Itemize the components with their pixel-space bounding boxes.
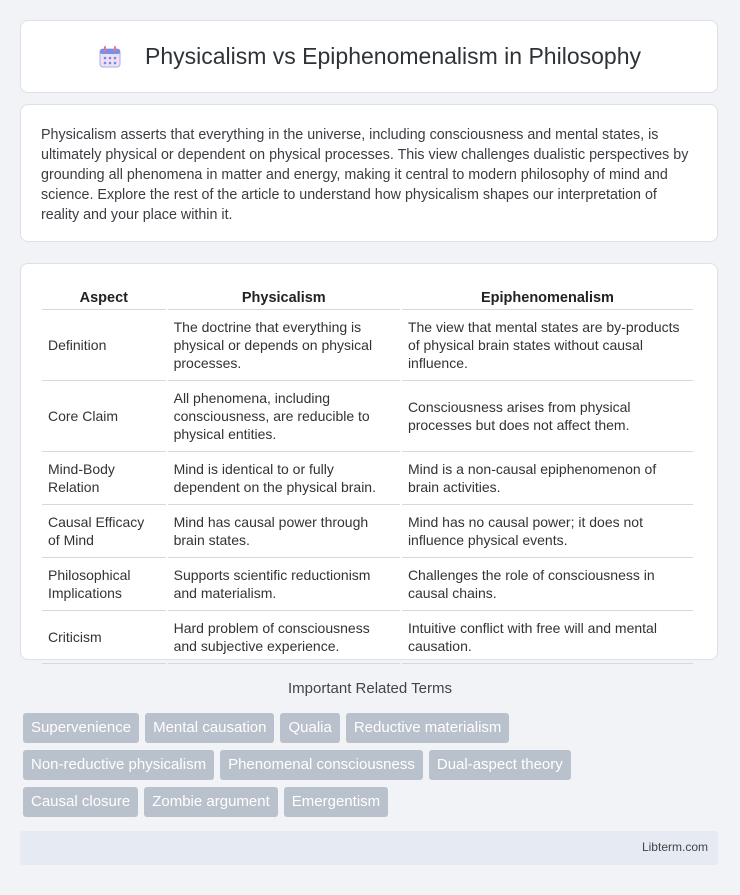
tag-zombie-argument[interactable]: Zombie argument [144,787,278,817]
tag-phenomenal-consciousness[interactable]: Phenomenal consciousness [220,750,423,780]
page-title: Physicalism vs Epiphenomenalism in Philosophy [144,43,641,69]
table-row [42,381,693,452]
epiphenomenalism-cell: The view that mental states are by-products of physical brain states without causal influence. [402,310,693,381]
table-row [42,558,693,611]
tag-qualia[interactable]: Qualia [280,713,339,743]
tag-causal-closure[interactable]: Causal closure [23,787,138,817]
intro-card [20,104,718,242]
epiphenomenalism-cell: Consciousness arises from physical processes but does not affect them. [402,381,693,452]
epiphenomenalism-cell: Mind has no causal power; it does not influence physical events. [402,505,693,558]
related-terms-list [23,713,703,824]
tag-dual-aspect-theory[interactable]: Dual-aspect theory [429,750,571,780]
physicalism-cell: Mind is identical to or fully dependent on the physical brain. [168,452,400,505]
aspect-cell: Criticism [42,611,166,664]
related-terms-heading: Important Related Terms [288,680,452,697]
aspect-cell: Core Claim [42,381,166,452]
title-wrap [97,43,641,70]
intro-text: Physicalism asserts that everything in the universe, including consciousness and mental states, is ultimately physical or dependent on physical processes. This view challenges dualistic perspectives by grounding all phenomena in matter and energy, making it central to modern philosophy of mind and science. Explore the rest of the article to understand how physicalism shapes our interpretation of reality and your place within it. [41,127,689,223]
tag-row [23,787,703,817]
tag-row [23,750,703,780]
comparison-table [40,284,695,664]
aspect-cell: Philosophical Implications [42,558,166,611]
tag-reductive-materialism[interactable]: Reductive materialism [346,713,510,743]
table-row [42,611,693,664]
column-header-epiphenomenalism: Epiphenomenalism [402,284,693,310]
aspect-cell: Definition [42,310,166,381]
column-header-aspect: Aspect [42,284,166,310]
column-header-physicalism: Physicalism [168,284,400,310]
physicalism-cell: Supports scientific reductionism and materialism. [168,558,400,611]
aspect-cell: Mind-Body Relation [42,452,166,505]
epiphenomenalism-cell: Challenges the role of consciousness in causal chains. [402,558,693,611]
footer [20,831,718,865]
calendar-icon [97,44,123,70]
epiphenomenalism-cell: Mind is a non-causal epiphenomenon of brain activities. [402,452,693,505]
physicalism-cell: All phenomena, including consciousness, are reducible to physical entities. [168,381,400,452]
epiphenomenalism-cell: Intuitive conflict with free will and mental causation. [402,611,693,664]
footer-site-link[interactable]: Libterm.com [641,840,708,854]
aspect-cell: Causal Efficacy of Mind [42,505,166,558]
physicalism-cell: The doctrine that everything is physical or depends on physical processes. [168,310,400,381]
tag-supervenience[interactable]: Supervenience [23,713,139,743]
table-row [42,505,693,558]
tag-non-reductive-physicalism[interactable]: Non-reductive physicalism [23,750,214,780]
physicalism-cell: Mind has causal power through brain states. [168,505,400,558]
physicalism-cell: Hard problem of consciousness and subjective experience. [168,611,400,664]
table-row [42,452,693,505]
comparison-card [20,263,718,660]
header-card [20,20,718,93]
tag-mental-causation[interactable]: Mental causation [145,713,274,743]
table-row [42,310,693,381]
table-header-row [42,284,693,310]
tag-row [23,713,703,743]
tag-emergentism[interactable]: Emergentism [284,787,388,817]
